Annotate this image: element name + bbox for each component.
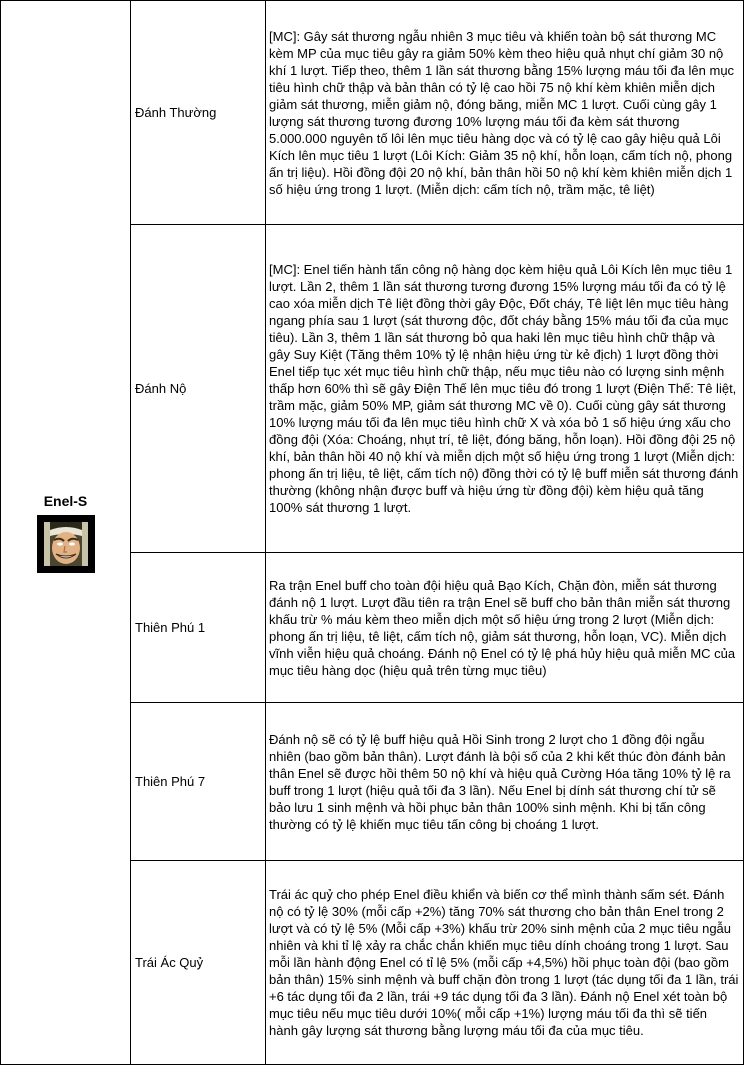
skill-name-cell [131, 703, 266, 861]
skill-name: Đánh Nộ [135, 381, 187, 396]
skill-description: Trái ác quỷ cho phép Enel điều khiển và biến cơ thể mình thành sấm sét. Đánh nộ có tỷ lệ 30% (mỗi cấp +2%) tăng 70% sát thương cho bản thân Enel trong 2 lượt và có tỷ lệ 5% (Mỗi cấp +3%) khấu trừ 20% sinh mệnh của 2 mục tiêu ngẫu nhiên và khi tỉ lệ xảy ra chắc chắn khiến mục tiêu dính choáng trong 1 lượt. Sau mỗi lần hành động Enel có tỉ lệ 5% (mỗi cấp +4,5%) hồi phục toàn đội (bao gồm bản thân) 15% sinh mệnh và buff chặn đòn trong 1 lượt (tác dụng tối đa 1 lần, trái +6 tác dụng tối đa 2 lần, trái +9 tác dụng tối đa 3 lần). Đánh nộ Enel xét toàn bộ mục tiêu nếu mục tiêu dưới 10%( mỗi cấp +1%) lượng máu tối đa thì sẽ tiến hành gây lượng sát thương bằng lượng máu tối đa của mục tiêu. [269, 887, 739, 1038]
table-row [1, 1, 744, 225]
skill-description-cell [266, 703, 744, 861]
skill-name: Đánh Thường [135, 105, 217, 120]
skill-name: Trái Ác Quỷ [135, 955, 204, 970]
skill-description: [MC]: Gây sát thương ngẫu nhiên 3 mục tiêu và khiến toàn bộ sát thương MC kèm MP của mục tiêu gây ra giảm 50% kèm theo hiệu quả nhụt chí giảm 30 nộ khí 1 lượt. Tiếp theo, thêm 1 lần sát thương bằng 15% lượng máu tối đa lên mục tiêu hình chữ thập và bản thân có tỷ lệ cao hồi 75 nộ khí kèm khiên miễn dịch giảm sát thương, miễn giảm nộ, đóng băng, miễn MC 1 lượt. Cuối cùng gây 1 lượng sát thương tương đương 10% lượng máu tối đa kèm sát thương 5.000.000 nguyên tố lôi lên mục tiêu hàng dọc và có tỷ lệ cao gây hiệu quả Lôi Kích lên mục tiêu 1 lượt (Lôi Kích: Giảm 35 nộ khí, hỗn loạn, cấm tích nộ, phong ấn trị liệu). Hồi đồng đội 20 nộ khí, bản thân hồi 50 nộ khí kèm khiên miễn dịch 1 số hiệu ứng trong 1 lượt. (Miễn dịch: cấm tích nộ, trầm mặc, tê liệt) [269, 28, 735, 197]
avatar [37, 515, 95, 573]
skill-name-cell [131, 225, 266, 553]
skill-name-cell [131, 1, 266, 225]
skill-description-cell [266, 861, 744, 1065]
skill-description: [MC]: Enel tiến hành tấn công nộ hàng dọc kèm hiệu quả Lôi Kích lên mục tiêu 1 lượt. Lần 2, thêm 1 lần sát thương tương đương 15% lượng máu tối đa có tỷ lệ cao xóa miễn dịch Tê liệt đồng thời gây Độc, Đốt cháy, Tê liệt lên mục tiêu hàng ngang phía sau 1 lượt (sát thương độc, đốt cháy bằng 15% máu tối đa của mục tiêu). Lần 3, thêm 1 lần sát thương bỏ qua haki lên mục tiêu hình chữ thập và gây Suy Kiệt (Tăng thêm 10% tỷ lệ nhận hiệu ứng từ kẻ địch) 1 lượt đồng thời Enel tiếp tục xét mục tiêu hình chữ thập, nếu mục tiêu nào có lượng sinh mệnh thấp hơn 60% thì sẽ gây Điện Thế lên mục tiêu đó trong 1 lượt (Điện Thế: Tê liệt, trầm mặc, giảm 50% MP, giảm sát thương MC về 0). Cuối cùng gây sát thương 10% lượng máu tối đa lên mục tiêu hình chữ X và xóa bỏ 1 số hiệu ứng xấu cho đồng đội (Xóa: Choáng, nhụt trí, tê liệt, đóng băng, hỗn loạn). Hồi đồng đội 25 nộ khí, bản thân hồi 40 nộ khí và miễn dịch một số hiệu ứng trong 1 lượt (Miễn dịch: phong ấn trị liệu, tê liệt, cấm tích nộ) đồng thời có tỷ lệ buff miễn sát thương đánh thường (không nhận được buff và hiệu ứng từ đồng đội) kèm hiệu quả tăng 100% sát thương 1 lượt. [269, 262, 739, 515]
character-name: Enel-S [43, 492, 88, 509]
skill-name-cell [131, 861, 266, 1065]
enel-portrait-icon [44, 522, 88, 566]
skill-name: Thiên Phú 1 [135, 620, 206, 635]
skill-name-cell [131, 553, 266, 703]
character-cell [1, 1, 131, 1065]
skill-description: Ra trận Enel buff cho toàn đội hiệu quả Bạo Kích, Chặn đòn, miễn sát thương đánh nộ 1 lượt. Lượt đầu tiên ra trận Enel sẽ buff cho bản thân miễn sát thương khấu trừ % máu kèm theo miễn dịch một số hiệu ứng trong 2 lượt (Miễn dịch: phong ấn trị liệu, tê liệt, cấm tích nộ, giảm sát thương, hỗn loạn, VC). Miễn dịch vĩnh viễn hiệu quả choáng. Đánh nộ Enel có tỷ lệ phá hủy hiệu quả miễn MC của mục tiêu hàng dọc (hiệu quả trên từng mục tiêu) [269, 577, 736, 678]
skill-description-cell [266, 1, 744, 225]
skill-description-cell [266, 553, 744, 703]
skill-description: Đánh nộ sẽ có tỷ lệ buff hiệu quả Hồi Sinh trong 2 lượt cho 1 đồng đội ngẫu nhiên (bao gồm bản thân). Lượt đánh là bội số của 2 khi kết thúc đòn đánh bản thân Enel sẽ được hồi thêm 50 nộ khí và hiệu quả Cường Hóa tăng 10% tỷ lệ ra buff trong 1 lượt (hiệu quả tối đa 3 lần). Nếu Enel bị dính sát thương chí tử sẽ bảo lưu 1 sinh mệnh và hồi phục bản thân 100% sinh mệnh. Khi bị tấn công thường có tỷ lệ khiến mục tiêu tấn công bị choáng 1 lượt. [269, 731, 731, 832]
skill-description-cell [266, 225, 744, 553]
skill-name: Thiên Phú 7 [135, 774, 206, 789]
